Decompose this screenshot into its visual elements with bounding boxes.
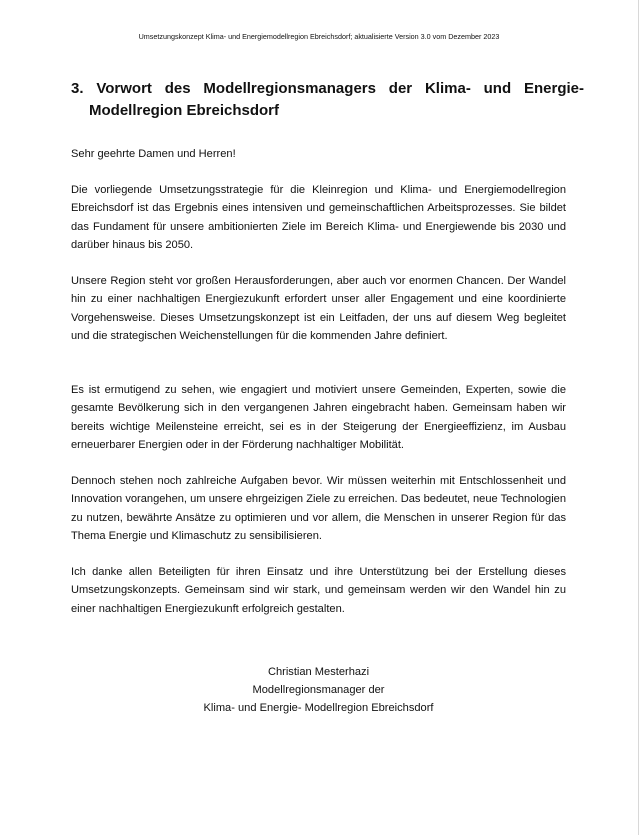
greeting: Sehr geehrte Damen und Herren!: [71, 148, 236, 160]
signature-role: Modellregionsmanager der: [252, 684, 385, 697]
paragraph-3: Es ist ermutigend zu sehen, wie engagiert und motiviert unsere Gemeinden, Experten, sowie die gesamte Bevölkerung sich in den vergangenen Jahren eingebracht haben. Gemeinsam haben wir bereits wichtige Meilensteine erreicht, sei es in der Steigerung der Energieeffizienz, im Ausbau erneuerbarer Energien oder in der Förderung nachhaltiger Mobilität.: [71, 384, 566, 452]
signature-block: [71, 663, 566, 718]
paragraph-1: Die vorliegende Umsetzungsstrategie für die Kleinregion und Klima- und Energiemodellregion Ebreichsdorf ist das Ergebnis eines intensiven und gemeinschaftlichen Arbeitsprozesses. Sie bildet das Fundament für unsere ambitionierten Ziele im Bereich Klima- und Energiewende bis 2030 und darüber hinaus bis 2050.: [71, 184, 566, 252]
paragraph-5: Ich danke allen Beteiligten für ihren Einsatz und ihre Unterstützung bei der Erstellung dieses Umsetzungskonzepts. Gemeinsam sind wir stark, und gemeinsam werden wir den Wandel hin zu einer nachhaltigen Energiezukunft erfolgreich gestalten.: [71, 566, 566, 615]
paragraph-4: Dennoch stehen noch zahlreiche Aufgaben bevor. Wir müssen weiterhin mit Entschlossenheit und Innovation vorangehen, um unsere ehrgeizigen Ziele zu erreichen. Das bedeutet, neue Technologien zu nutzen, bewährte Ansätze zu optimieren und vor allem, die Menschen in unserer Region für das Thema Energie und Klimaschutz zu sensibilisieren.: [71, 475, 566, 543]
signature-organization: Klima- und Energie- Modellregion Ebreichsdorf: [203, 702, 434, 715]
running-header: Umsetzungskonzept Klima- und Energiemodellregion Ebreichsdorf; aktualisierte Version 3.0 vom Dezember 2023: [138, 32, 500, 41]
signature-name: Christian Mesterhazi: [267, 666, 370, 678]
paragraph-2: Unsere Region steht vor großen Herausforderungen, aber auch vor enormen Chancen. Der Wandel hin zu einer nachhaltigen Energiezukunft erfordert unser aller Engagement und eine koordinierte Vorgehensweise. Dieses Umsetzungskonzept ist ein Leitfaden, der uns auf diesem Weg begleitet und die strategischen Weichenstellungen für die kommenden Jahre definiert.: [71, 275, 566, 343]
section-title: 3. Vorwort des Modellregionsmanagers der Klima- und Energie-Modellregion Ebreichsdorf: [71, 80, 584, 119]
